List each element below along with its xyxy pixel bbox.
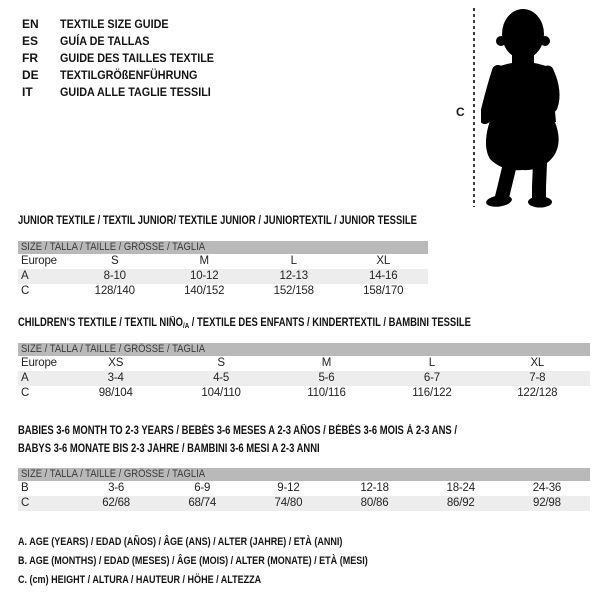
age-cell: 8-10 <box>103 270 126 282</box>
age-cell: 12-13 <box>279 270 308 282</box>
language-code: EN <box>22 17 39 31</box>
height-cell: 62/68 <box>102 497 130 509</box>
age-cell: 4-5 <box>213 372 230 384</box>
language-label: TEXTILE SIZE GUIDE <box>60 17 169 31</box>
language-list <box>22 16 231 101</box>
table-row-age-years <box>18 371 590 386</box>
language-code: DE <box>22 68 39 82</box>
table-row-age-months <box>18 481 590 496</box>
age-cell: 6-9 <box>194 482 211 494</box>
size-header-label: SIZE / TALLA / TAILLE / GRÖSSE / TAGLIA <box>21 343 206 355</box>
age-cell: 5-6 <box>318 372 335 384</box>
size-header-bar <box>18 343 590 356</box>
size-cell: S <box>111 255 119 267</box>
table-row-europe-sizes <box>18 356 590 371</box>
language-label: TEXTILGRÖßENFÜHRUNG <box>60 68 198 82</box>
children-size-table <box>18 343 590 401</box>
size-header-label: SIZE / TALLA / TAILLE / GRÖSSE / TAGLIA <box>21 241 206 253</box>
size-cell: M <box>199 255 209 267</box>
height-cell: 74/80 <box>274 497 303 509</box>
junior-table-title-text: JUNIOR TEXTILE / TEXTIL JUNIOR/ TEXTILE JUNIOR / JUNIORTEXTIL / JUNIOR TESSILE <box>18 215 417 227</box>
footnote-a <box>18 533 445 552</box>
table-row-height-cm <box>18 284 428 299</box>
height-cell: 86/92 <box>446 497 475 509</box>
height-measure-label: C <box>456 105 465 119</box>
row-label: B <box>21 482 29 494</box>
table-row-age-years <box>18 269 428 284</box>
size-cell: S <box>217 357 225 369</box>
row-label: C <box>21 285 30 297</box>
language-code: ES <box>22 34 39 48</box>
table-row-height-cm <box>18 386 590 401</box>
size-header-bar <box>18 241 428 254</box>
size-cell: L <box>290 255 297 267</box>
children-table-title-text: CHILDREN'S TEXTILE / TEXTIL NIÑO/A / TEXTILE DES ENFANTS / KINDERTEXTIL / BAMBINI TESSILE <box>18 317 471 330</box>
title-subscript: /A <box>183 321 190 330</box>
row-label: Europe <box>21 255 57 267</box>
footnote-a-text: A. AGE (YEARS) / EDAD (AÑOS) / ÂGE (ANS) / ALTER (JAHRE) / ETÀ (ANNI) <box>18 536 343 548</box>
height-cell: 122/128 <box>517 387 558 399</box>
height-cell: 116/122 <box>412 387 452 399</box>
babies-table-title-line1: BABIES 3-6 MONTH TO 2-3 YEARS / BEBÉS 3-6 MESES A 2-3 AÑOS / BÉBÉS 3-6 MOIS À 2-3 ANS / <box>18 425 457 437</box>
babies-table-title-line2: BABYS 3-6 MONATE BIS 2-3 JAHRE / BAMBINI 3-6 MESI A 2-3 ANNI <box>18 443 320 455</box>
size-cell: XS <box>108 357 124 369</box>
size-cell: XL <box>376 255 391 267</box>
footnote-b-text: B. AGE (MONTHS) / EDAD (MESES) / ÂGE (MOIS) / ALTER (MONATE) / ETÀ (MESI) <box>18 555 368 567</box>
language-label: GUIDA ALLE TAGLIE TESSILI <box>60 85 211 99</box>
size-header-bar <box>18 468 590 481</box>
height-cell: 158/170 <box>363 285 404 297</box>
age-cell: 3-4 <box>107 372 124 384</box>
language-label: GUIDE DES TAILLES TEXTILE <box>60 51 215 65</box>
language-row-fr <box>22 50 231 67</box>
age-cell: 6-7 <box>423 372 440 384</box>
language-row-de <box>22 67 231 84</box>
height-cell: 92/98 <box>533 497 561 509</box>
row-label: Europe <box>21 357 57 369</box>
footnote-b <box>18 552 445 571</box>
age-cell: 14-16 <box>369 270 398 282</box>
height-cell: 68/74 <box>188 497 217 509</box>
language-row-it <box>22 84 231 101</box>
footnotes <box>18 533 445 590</box>
height-cell: 104/110 <box>201 387 241 399</box>
footnote-c-text: C. (cm) HEIGHT / ALTURA / HAUTEUR / HÖHE / ALTEZZA <box>18 574 262 586</box>
age-cell: 24-36 <box>532 482 562 494</box>
babies-size-table <box>18 468 590 511</box>
language-code: IT <box>22 85 33 99</box>
language-label: GUÍA DE TALLAS <box>60 34 150 48</box>
footnote-c <box>18 571 445 590</box>
age-cell: 3-6 <box>108 482 125 494</box>
age-cell: 10-12 <box>190 270 219 282</box>
age-cell: 18-24 <box>446 482 475 494</box>
height-cell: 80/86 <box>360 497 389 509</box>
language-row-en <box>22 16 231 33</box>
table-row-height-cm <box>18 496 590 511</box>
height-cell: 128/140 <box>94 285 135 297</box>
age-cell: 7-8 <box>529 372 546 384</box>
height-dashed-line <box>473 8 475 207</box>
junior-table-title <box>18 214 504 228</box>
size-cell: XL <box>530 357 545 369</box>
size-cell: L <box>428 357 435 369</box>
row-label: A <box>21 372 29 384</box>
height-cell: 98/104 <box>98 387 133 399</box>
age-cell: 9-12 <box>277 482 300 494</box>
height-cell: 140/152 <box>184 285 225 297</box>
age-cell: 12-18 <box>360 482 389 494</box>
children-table-title <box>18 316 570 333</box>
height-cell: 152/158 <box>273 285 314 297</box>
row-label: C <box>21 387 30 399</box>
babies-table-title <box>18 424 553 460</box>
table-row-europe-sizes <box>18 254 428 269</box>
height-cell: 110/116 <box>307 387 346 399</box>
junior-size-table <box>18 241 428 299</box>
size-header-label: SIZE / TALLA / TAILLE / GRÖSSE / TAGLIA <box>21 468 206 480</box>
toddler-silhouette-icon <box>481 6 573 208</box>
language-row-es <box>22 33 231 50</box>
size-cell: M <box>321 357 332 369</box>
row-label: C <box>21 497 30 509</box>
language-code: FR <box>22 51 38 65</box>
row-label: A <box>21 270 29 282</box>
